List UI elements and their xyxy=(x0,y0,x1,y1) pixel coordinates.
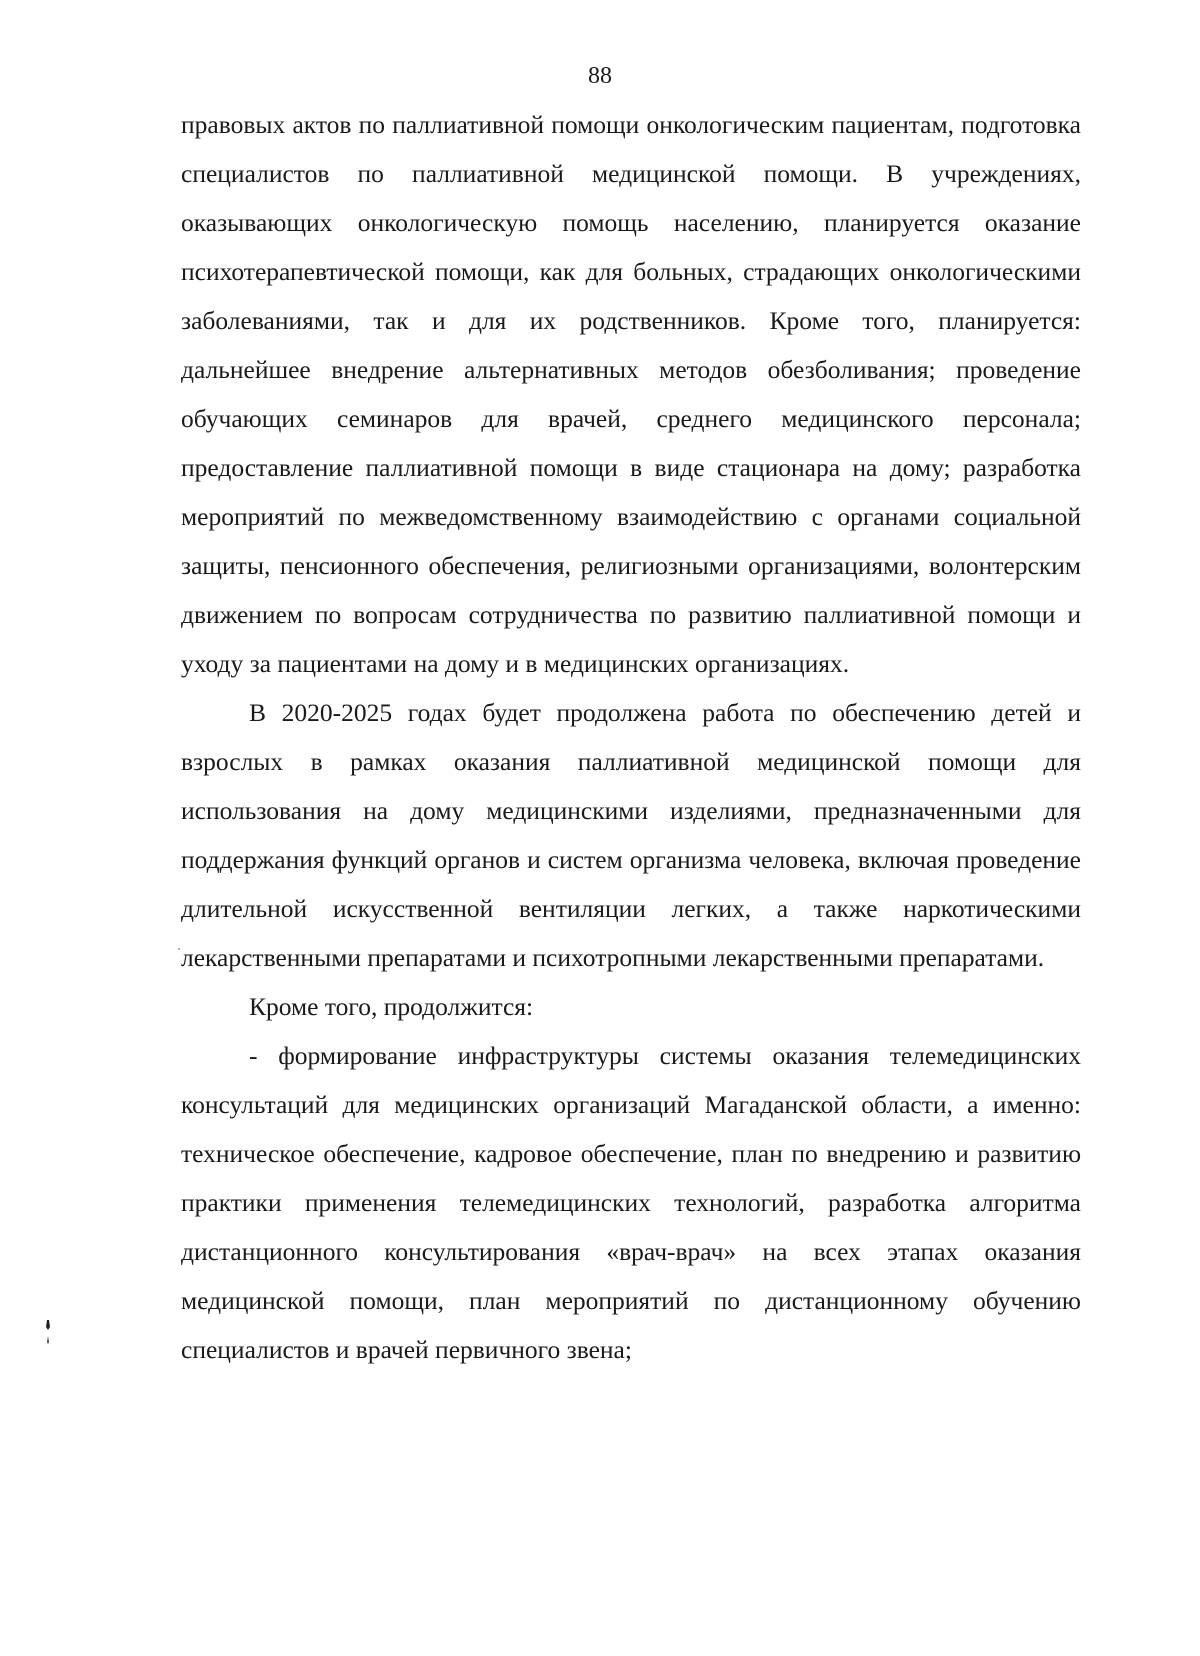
scan-speck-icon xyxy=(176,946,182,952)
paragraph-continuation-intro: Кроме того, продолжится: xyxy=(249,992,534,1021)
list-item-telemedicine: - формирование инфраструктуры системы оказания телемедицинских консультаций для медицинских организаций Магаданской области, а именно: техническое обеспечение, кадровое обеспечение, план по внедрению и развитию практики применения телемедицинских технологий, разработка алгоритма дистанционного консультирования «врач-врач» на всех этапах оказания медицинской помощи, план мероприятий по дистанционному обучению специалистов и врачей первичного звена; xyxy=(181,1041,1081,1364)
paragraph-palliative-care: правовых актов по паллиативной помощи онкологическим пациентам, подготовка специалистов по паллиативной медицинской помощи. В учреждениях, оказывающих онкологическую помощь населению, планируется оказание психотерапевтической помощи, как для больных, страдающих онкологическими заболеваниями, так и для их родственников. Кроме того, планируется: дальнейшее внедрение альтернативных методов обезболивания; проведение обучающих семинаров для врачей, среднего медицинского персонала; предоставление паллиативной помощи в виде стационара на дому; разработка мероприятий по межведомственному взаимодействию с органами социальной защиты, пенсионного обеспечения, религиозными организациями, волонтерским движением по вопросам сотрудничества по развитию паллиативной помощи и уходу за пациентами на дому и в медицинских организациях. xyxy=(181,110,1081,678)
document-body xyxy=(181,100,1081,1374)
scan-margin-mark-icon xyxy=(43,1318,53,1346)
paragraph-2020-2025: В 2020-2025 годах будет продолжена работа по обеспечению детей и взрослых в рамках оказания паллиативной медицинской помощи для использования на дому медицинскими изделиями, предназначенными для поддержания функций органов и систем организма человека, включая проведение длительной искусственной вентиляции легких, а также наркотическими лекарственными препаратами и психотропными лекарственными препаратами. xyxy=(181,698,1081,972)
page-number: 88 xyxy=(588,63,612,89)
